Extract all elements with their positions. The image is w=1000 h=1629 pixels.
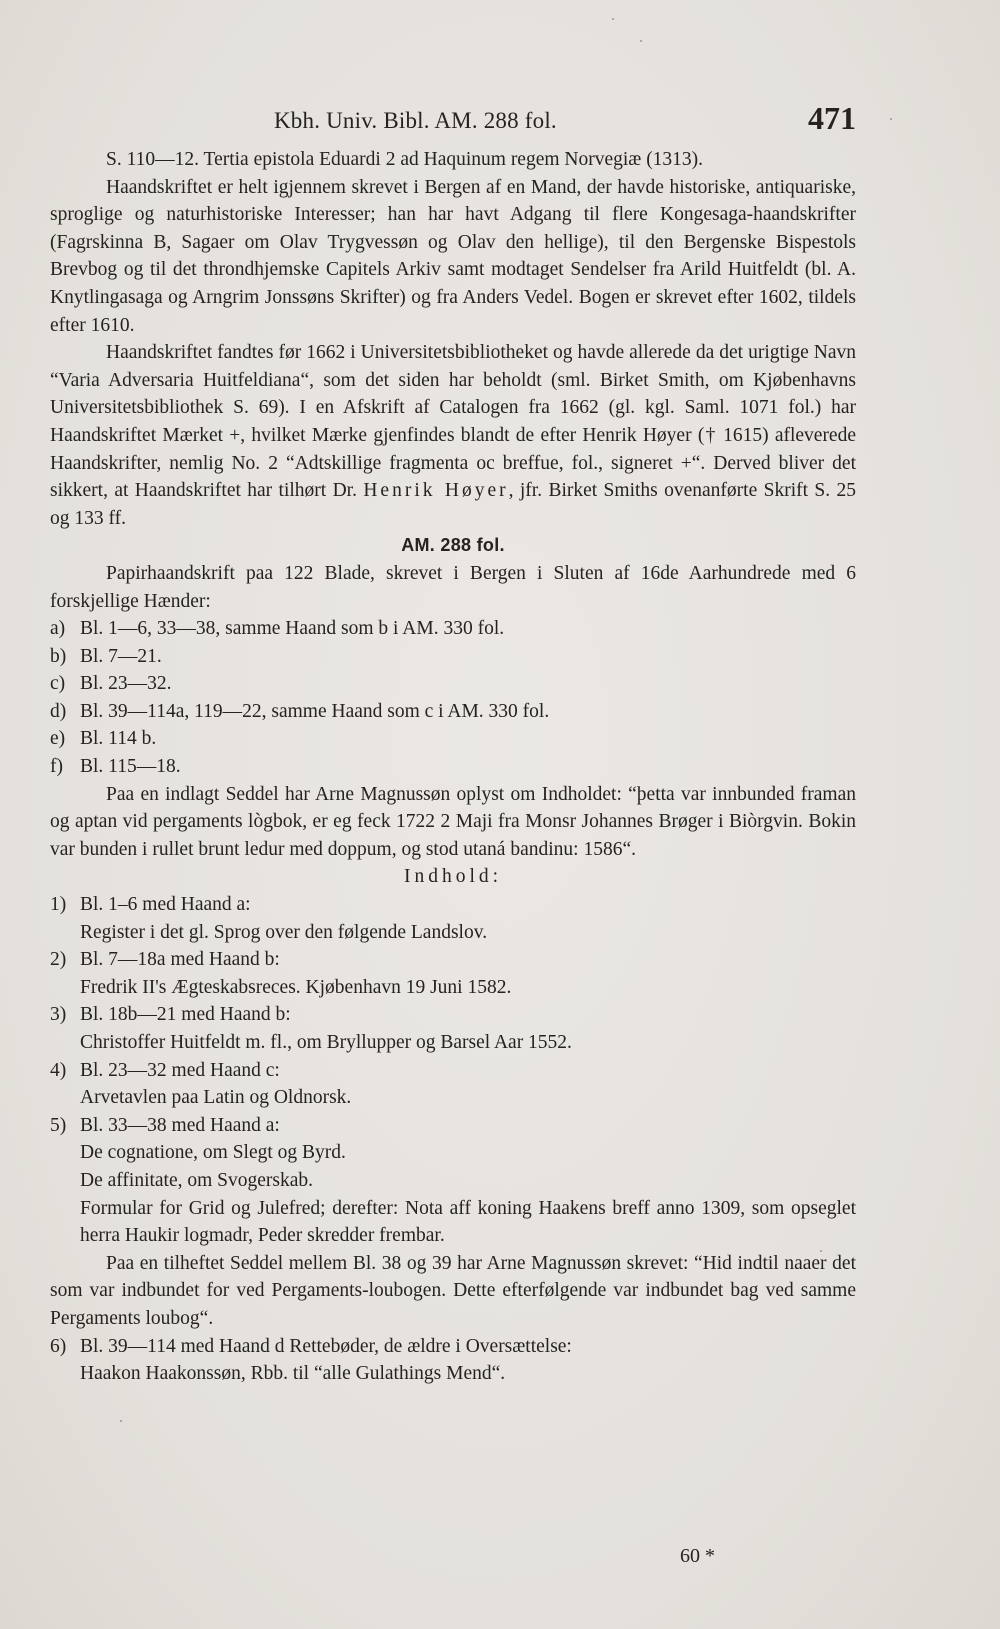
list-item — [50, 1333, 856, 1388]
paper-speck — [640, 40, 642, 42]
list-item — [50, 698, 856, 726]
signature-mark: 60 * — [680, 1545, 715, 1567]
entry-head — [50, 1001, 856, 1029]
entry-number: 6) — [50, 1335, 67, 1357]
paper-speck — [612, 18, 614, 20]
hand-text: Bl. 115—18. — [80, 756, 181, 778]
entry-heading: Bl. 33—38 med Haand a: — [80, 1114, 280, 1136]
contents-list-continued — [50, 1333, 856, 1388]
list-item — [50, 670, 856, 698]
running-head: Kbh. Univ. Bibl. AM. 288 fol. — [274, 108, 557, 133]
list-item — [50, 725, 856, 753]
page-header — [50, 100, 856, 146]
entry-line: Arvetavlen paa Latin og Oldnorsk. — [80, 1087, 352, 1109]
entry-head — [50, 946, 856, 974]
hand-label: b) — [50, 645, 67, 667]
list-item — [50, 1057, 856, 1112]
hand-text: Bl. 7—21. — [80, 645, 162, 667]
hand-text: Bl. 114 b. — [80, 728, 157, 750]
paragraph-history-body: Haandskriftet fandtes før 1662 i Universitetsbibliotheket og havde allerede da det urigtige Navn “Varia Adversaria Huitfeldiana“, som det siden har beholdt (sml. Birket Smith, om Kjøbenhavns Universitetsbibliothek S. 69). I en Afskrift af Catalogen fra 1662 (gl. kgl. Saml. 1071 fol.) har Haandskriftet Mærket +, hvilket Mærke gjenfindes blandt de efter Henrik Høyer († 1615) afleverede Haandskrifter, nemlig No. 2 “Adtskillige fragmenta oc breffue, fol., signeret +“. Derved bliver det sikkert, at Haandskriftet har tilhørt Dr. — [50, 342, 856, 502]
paper-speck — [820, 1250, 822, 1252]
entry-number: 3) — [50, 1004, 67, 1026]
list-item — [50, 753, 856, 781]
hand-label: a) — [50, 618, 66, 640]
list-item — [50, 946, 856, 1001]
entry-heading: Bl. 39—114 med Haand d Rettebøder, de ældre i Oversættelse: — [80, 1335, 572, 1357]
section-intro: Papirhaandskrift paa 122 Blade, skrevet i Bergen i Sluten af 16de Aarhundrede med 6 forskjellige Hænder: — [50, 562, 856, 612]
entry-number: 1) — [50, 894, 67, 916]
entry-number: 2) — [50, 949, 67, 971]
list-item — [50, 643, 856, 671]
entry-heading: Bl. 18b—21 med Haand b: — [80, 1004, 291, 1026]
section-title: AM. 288 fol. — [401, 535, 505, 556]
hand-text: Bl. 1—6, 33—38, samme Haand som b i AM. 330 fol. — [80, 618, 505, 640]
list-item — [50, 1001, 856, 1056]
contents-list — [50, 891, 856, 1250]
hands-list — [50, 615, 856, 781]
entry-head — [50, 891, 856, 919]
body-text — [50, 146, 856, 1388]
hand-text: Bl. 39—114a, 119—22, samme Haand som c i AM. 330 fol. — [80, 700, 550, 722]
entry-number: 5) — [50, 1114, 67, 1136]
paragraph-tertia-epistola: S. 110—12. Tertia epistola Eduardi 2 ad Haquinum regem Norvegiæ (1313). — [106, 149, 704, 170]
list-item — [50, 615, 856, 643]
entry-heading: Bl. 23—32 med Haand c: — [80, 1059, 280, 1081]
paper-speck — [120, 1420, 122, 1422]
hand-label: f) — [50, 756, 63, 778]
entry-heading: Bl. 1–6 med Haand a: — [80, 894, 251, 916]
entry-line: Fredrik II's Ægteskabsreces. Kjøbenhavn 19 Juni 1582. — [80, 976, 512, 998]
entry-line: Haakon Haakonssøn, Rbb. til “alle Gulathings Mend“. — [80, 1363, 506, 1385]
entry-head — [50, 1057, 856, 1085]
hand-label: c) — [50, 673, 66, 695]
entry-line: De affinitate, om Svogerskab. — [80, 1169, 314, 1191]
paragraph-history-tail: , jfr. Birket Smiths ovenanførte Skrift S. 25 og 133 ff. — [50, 480, 856, 529]
paragraph-history — [50, 339, 856, 532]
entry-head — [50, 1112, 856, 1140]
paragraph-origin: Haandskriftet er helt igjennem skrevet i Bergen af en Mand, der havde historiske, antiquariske, sproglige og naturhistoriske Interesser; han har havt Adgang til flere Kongesaga-haandskrifter (Fagrskinna B, Sagaer om Olav Trygvessøn og Olav den hellige), til den Bergenske Bispestols Brevbog og til det throndhjemske Capitels Arkiv samt modtaget Sendelser fra Arild Huitfeldt (bl. A. Knytlingasaga og Arngrim Jonssøns Skrifter) og fra Anders Vedel. Bogen er skrevet efter 1602, tildels efter 1610. — [50, 176, 856, 336]
hand-text: Bl. 23—32. — [80, 673, 172, 695]
contents-title: Indhold: — [403, 866, 503, 888]
entry-line: De cognatione, om Slegt og Byrd. — [80, 1142, 346, 1164]
list-item — [50, 1112, 856, 1250]
page-number: 471 — [808, 100, 856, 136]
spaced-name: Henrik Høyer — [363, 480, 509, 502]
entry-head — [50, 1333, 856, 1361]
seddel-paragraph: Paa en tilheftet Seddel mellem Bl. 38 og 39 har Arne Magnussøn skrevet: “Hid indtil naaer det som var indbundet for ved Pergaments-loubogen. Dette efterfølgende var indbundet bag ved samme Pergaments loubog“. — [50, 1252, 856, 1329]
paper-speck — [890, 118, 892, 120]
hand-label: e) — [50, 728, 66, 750]
list-item — [50, 891, 856, 946]
entry-line: Register i det gl. Sprog over den følgende Landslov. — [80, 921, 488, 943]
entry-number: 4) — [50, 1059, 67, 1081]
note-paragraph: Paa en indlagt Seddel har Arne Magnussøn oplyst om Indholdet: “þetta var innbunded framan og aptan vid pergaments lògbok, er eg feck 1722 2 Maji fra Monsr Johannes Brøger i Biòrgvin. Bokin var bunden i rullet brunt ledur med doppum, og stod utaná bandinu: 1586“. — [50, 783, 856, 860]
entry-line: Formular for Grid og Julefred; derefter: Nota aff koning Haakens breff anno 1309, som opseglet herra Haukir logmadr, Peder skredder frembar. — [80, 1197, 856, 1247]
entry-heading: Bl. 7—18a med Haand b: — [80, 949, 280, 971]
hand-label: d) — [50, 700, 67, 722]
entry-line: Christoffer Huitfeldt m. fl., om Bryllupper og Barsel Aar 1552. — [80, 1032, 572, 1053]
